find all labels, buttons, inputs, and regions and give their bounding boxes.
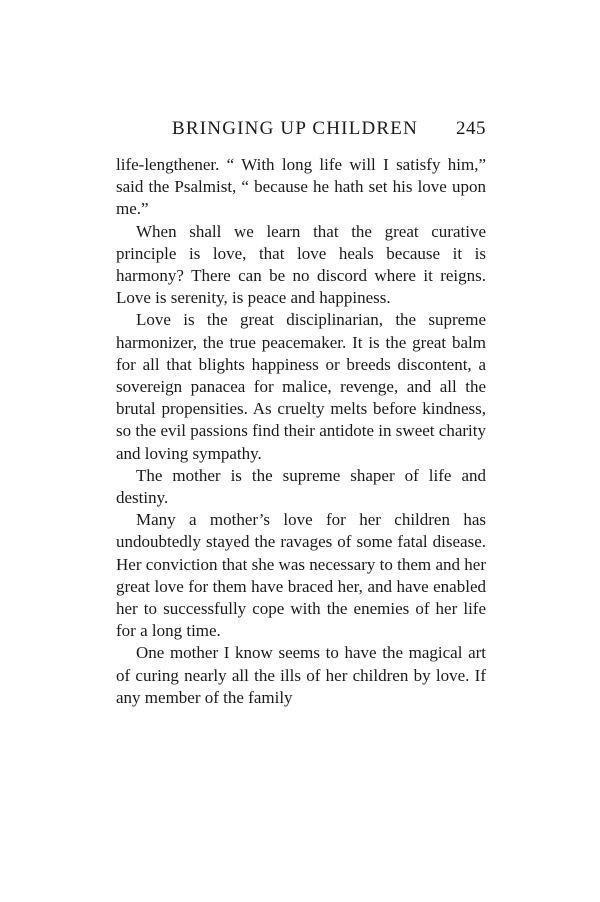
paragraph: Many a mother’s love for her children has undoubtedly stayed the ravages of some fatal disease. Her conviction that she was necessary to them and her great love for them have braced her, and have enabled her to successfully cope with the enemies of her life for a long time. (116, 510, 486, 641)
book-page (116, 110, 486, 709)
paragraph-continued: life-lengthener. “ With long life will I satisfy him,” said the Psalmist, “ because he hath set his love upon me.” (116, 155, 486, 219)
page-number: 245 (456, 118, 486, 139)
paragraph: When shall we learn that the great curative principle is love, that love heals because it is harmony? There can be no discord where it reigns. Love is serenity, is peace and happiness. (116, 221, 486, 308)
body-text (116, 154, 486, 709)
paragraph: Love is the great disciplinarian, the supreme harmonizer, the true peacemaker. It is the great balm for all that blights happiness or breeds discontent, a sovereign panacea for malice, revenge, and all the brutal propensities. As cruelty melts before kindness, so the evil passions find their antidote in sweet charity and loving sympathy. (116, 310, 486, 463)
paragraph: One mother I know seems to have the magical art of curing nearly all the ills of her children by love. If any member of the family (116, 643, 486, 707)
running-title: BRINGING UP CHILDREN (172, 118, 419, 139)
paragraph: The mother is the supreme shaper of life and destiny. (116, 465, 486, 508)
running-head (116, 110, 486, 144)
